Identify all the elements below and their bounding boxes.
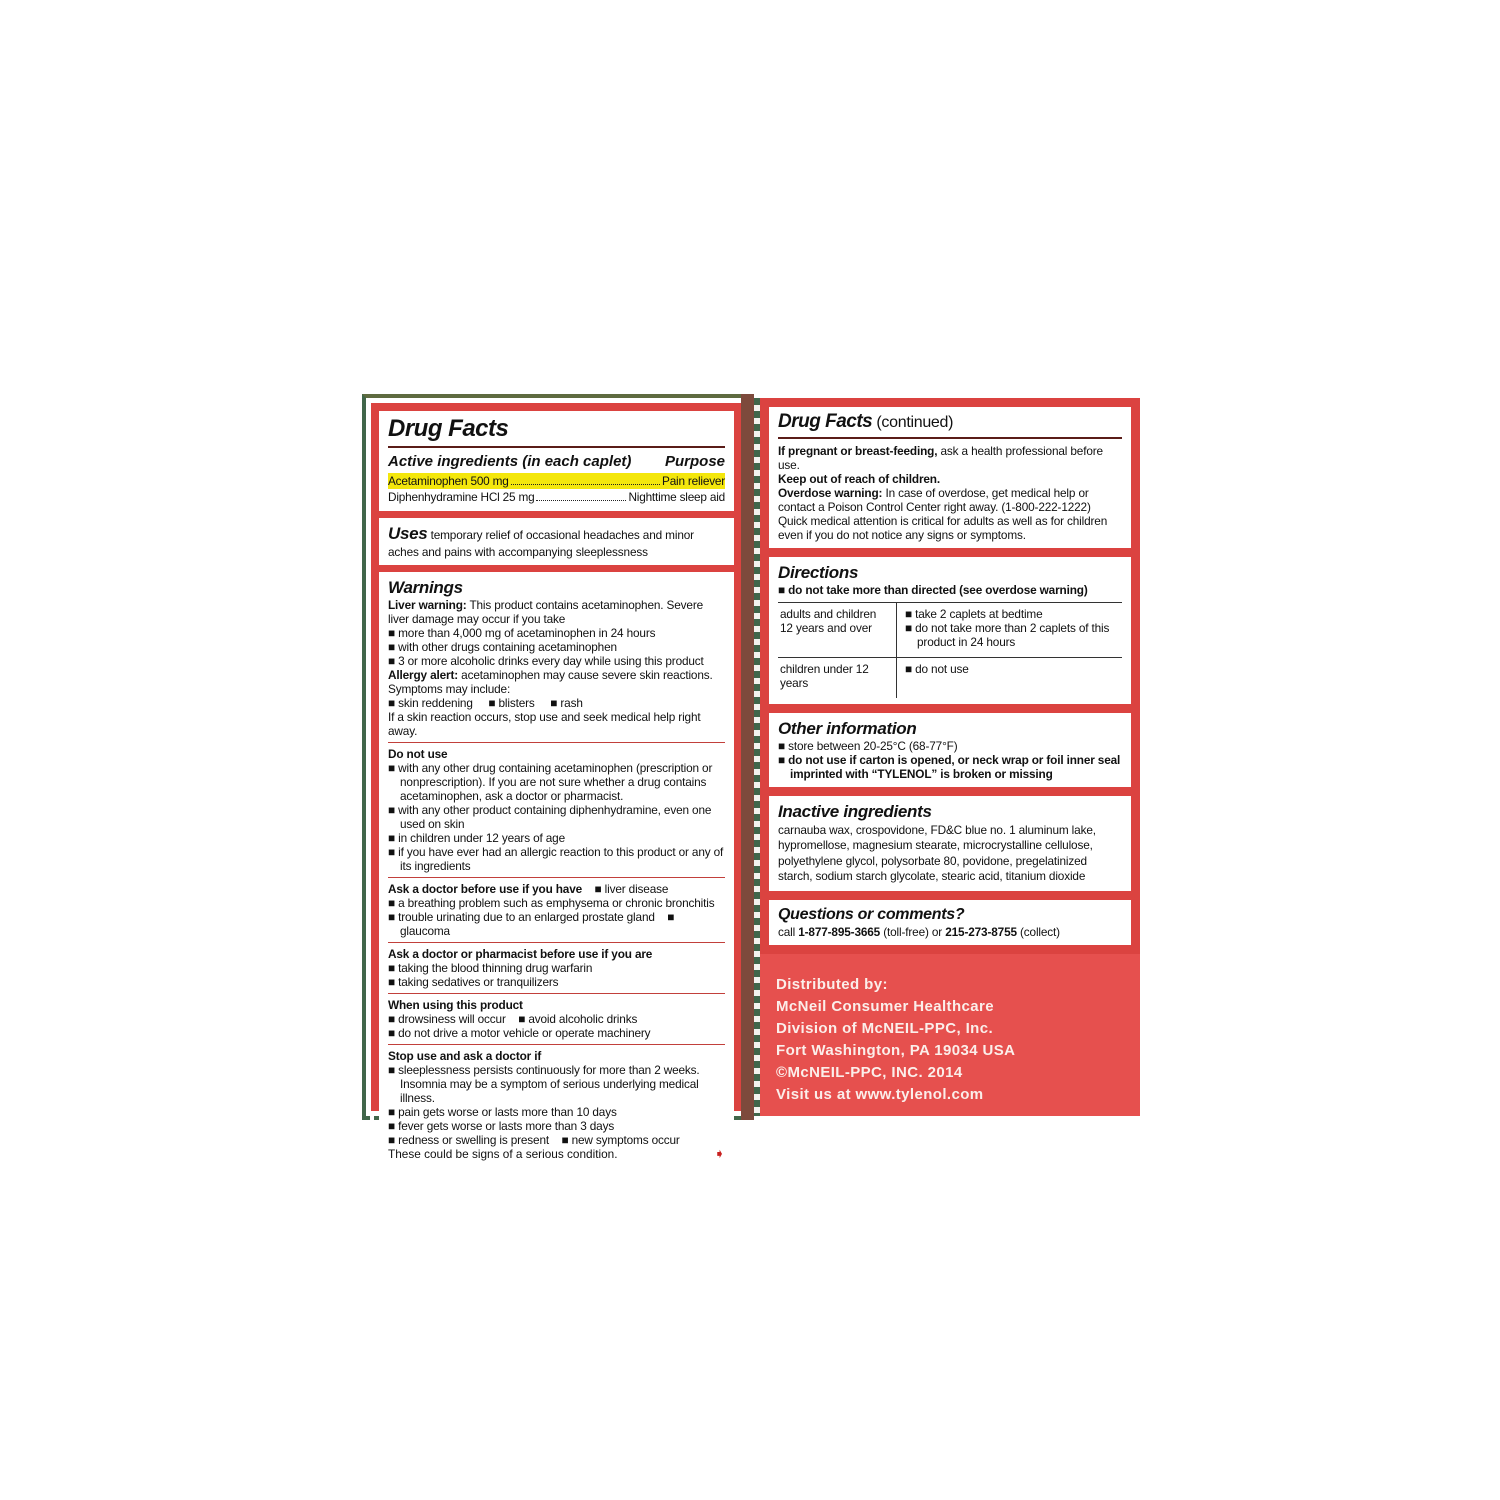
questions-section — [769, 900, 1131, 945]
overdose-warning-label: Overdose warning: — [778, 485, 883, 500]
allergy-alert-label: Allergy alert: — [388, 667, 459, 682]
directions-who-cell — [778, 603, 896, 657]
panel-fold-divider — [741, 394, 754, 1120]
directions-who: adults and children 12 years and over — [780, 607, 877, 636]
when-using-bullet: ■ do not drive a motor vehicle or operate machinery — [388, 1025, 651, 1040]
continued-label: (continued) — [872, 414, 954, 431]
ask-pharmacist-heading: Ask a doctor or pharmacist before use if you are — [388, 946, 653, 961]
website-line: Visit us at www.tylenol.com — [776, 1085, 984, 1103]
questions-call-line — [778, 925, 1122, 939]
liver-bullet: ■ more than 4,000 mg of acetaminophen in 24 hours — [388, 625, 656, 640]
ask-doctor-bullet: ■ trouble urinating due to an enlarged prostate gland ■ glaucoma — [388, 909, 675, 938]
active-ingredients-section — [379, 411, 734, 511]
call-mid-text: (toll-free) or — [880, 924, 946, 939]
overdose-warning-text: In case of overdose, get medical help or contact a Poison Control Center right away. (1-800-222-1222) Quick medical attention is critical for adults as well as for children even if you do not notice any signs or symptoms. — [778, 485, 1108, 542]
directions-note: ■ do not take more than directed (see overdose warning) — [778, 583, 1088, 598]
directions-row-adults — [778, 603, 1122, 657]
uses-heading: Uses — [388, 524, 428, 544]
ask-doctor-heading: Ask a doctor before use if you have — [388, 881, 583, 896]
section-divider — [388, 877, 725, 878]
do-not-use-bullet: ■ if you have ever had an allergic reaction to this product or any of its ingredients — [388, 844, 724, 873]
directions-what: ■ take 2 caplets at bedtime — [905, 607, 1043, 622]
do-not-use-bullet: ■ with any other product containing diphenhydramine, even one used on skin — [388, 802, 712, 831]
call-suffix: (collect) — [1016, 924, 1060, 939]
inactive-ingredients-text: carnauba wax, crospovidone, FD&C blue no. 1 aluminum lake, hypromellose, magnesium stearate, microcrystalline cellulose, polyethylene glycol, polysorbate 80, povidone, pregelatinized starch, sodium starch glycolate, stearic acid, titanium dioxide — [778, 822, 1096, 884]
drug-facts-panel-left — [362, 394, 742, 1162]
distributor-division: Division of McNEIL-PPC, Inc. — [776, 1019, 994, 1037]
ingredient-row-acetaminophen — [388, 473, 725, 489]
directions-heading: Directions — [778, 562, 859, 582]
pregnant-warning — [778, 444, 1122, 472]
uses-text: temporary relief of occasional headaches and minor aches and pains with accompanying sleeplessness — [388, 528, 694, 559]
ingredient-purpose: Nighttime sleep aid — [628, 490, 725, 505]
directions-who: children under 12 years — [780, 662, 869, 691]
inactive-ingredients-heading: Inactive ingredients — [778, 802, 932, 822]
ingredient-purpose: Pain reliever — [662, 474, 725, 489]
distributor-address: Fort Washington, PA 19034 USA — [776, 1041, 1016, 1059]
allergy-note: If a skin reaction occurs, stop use and seek medical help right away. — [388, 709, 701, 738]
left-panel-red-frame — [371, 403, 742, 1162]
dot-leader — [536, 500, 626, 501]
collect-number: 215-273-8755 — [945, 924, 1017, 939]
continue-arrow-icon: ➧ — [714, 1146, 725, 1162]
liver-warning-label: Liver warning: — [388, 597, 467, 612]
liver-bullet: ■ 3 or more alcoholic drinks every day while using this product — [388, 653, 704, 668]
directions-what: ■ do not use — [905, 662, 969, 677]
distributed-by-label: Distributed by: — [776, 975, 888, 993]
stop-use-bullet: ■ pain gets worse or lasts more than 10 days — [388, 1104, 617, 1119]
ingredient-row-diphenhydramine — [388, 489, 725, 505]
uses-paragraph — [388, 523, 725, 558]
active-ingredients-label: Active ingredients (in each caplet) — [388, 453, 632, 471]
call-prefix: call — [778, 924, 799, 939]
dot-leader — [511, 484, 660, 485]
drug-facts-title: Drug Facts — [778, 411, 873, 432]
do-not-use-bullet: ■ with any other drug containing acetaminophen (prescription or nonprescription). If you are not sure whether a drug contains acetaminophen, ask a doctor or pharmacist. — [388, 760, 713, 803]
directions-section — [769, 557, 1131, 704]
stop-use-bullet: ■ redness or swelling is present ■ new symptoms occur — [388, 1132, 680, 1147]
directions-who-cell — [778, 658, 896, 698]
active-ingredients-header — [388, 453, 725, 470]
distributor-name: McNeil Consumer Healthcare — [776, 997, 994, 1015]
liver-warning-text: This product contains acetaminophen. Severe liver damage may occur if you take — [388, 597, 704, 626]
stop-use-note-line — [388, 1147, 725, 1161]
ingredient-name: Acetaminophen 500 mg — [388, 474, 509, 489]
ask-doctor-heading-line — [388, 882, 725, 896]
section-divider — [388, 742, 725, 743]
questions-heading: Questions or comments? — [778, 905, 965, 923]
allergy-alert-text: acetaminophen may cause severe skin reactions. Symptoms may include: — [388, 667, 713, 696]
allergy-alert — [388, 668, 725, 696]
copyright-line: ©McNEIL-PPC, INC. 2014 — [776, 1063, 963, 1081]
stop-use-bullet: ■ sleeplessness persists continuously for more than 2 weeks. Insomnia may be a symptom of serious underlying medical illness. — [388, 1062, 700, 1105]
ask-pharmacist-bullet: ■ taking sedatives or tranquilizers — [388, 974, 559, 989]
directions-table — [778, 602, 1122, 698]
section-divider — [388, 1044, 725, 1045]
allergy-symptoms: ■ skin reddening ■ blisters ■ rash — [388, 695, 583, 710]
distributor-footer — [760, 954, 1140, 1116]
drug-facts-title: Drug Facts — [388, 415, 509, 442]
ask-pharmacist-bullet: ■ taking the blood thinning drug warfarin — [388, 960, 593, 975]
other-information-heading: Other information — [778, 719, 917, 739]
title-divider — [388, 446, 725, 448]
other-information-section — [769, 713, 1131, 787]
right-panel-boxes — [760, 398, 1140, 954]
uses-section — [379, 518, 734, 564]
do-not-use-bullet: ■ in children under 12 years of age — [388, 830, 565, 845]
section-divider — [388, 942, 725, 943]
stop-use-bullet: ■ fever gets worse or lasts more than 3 days — [388, 1118, 615, 1133]
warnings-section — [379, 572, 734, 1167]
ask-doctor-inline-bullet: ■ liver disease — [582, 881, 669, 896]
tamper-seal-bullet: ■ do not use if carton is opened, or neck wrap or foil inner seal imprinted with “TYLENOL” is broken or missing — [778, 753, 1121, 782]
pregnant-warning-label: If pregnant or breast-feeding, — [778, 443, 938, 458]
liver-bullet: ■ with other drugs containing acetaminophen — [388, 639, 617, 654]
when-using-bullet: ■ drowsiness will occur ■ avoid alcoholic drinks — [388, 1011, 638, 1026]
section-divider — [388, 993, 725, 994]
directions-what: ■ do not take more than 2 caplets of this product in 24 hours — [905, 621, 1110, 650]
drug-facts-continued-section — [769, 407, 1131, 548]
drug-facts-continued-title-line — [778, 412, 1122, 433]
directions-what-cell — [896, 658, 1122, 698]
liver-warning — [388, 598, 725, 626]
when-using-heading: When using this product — [388, 997, 523, 1012]
directions-what-cell — [896, 603, 1122, 657]
purpose-label: Purpose — [664, 453, 725, 471]
title-divider — [778, 437, 1122, 439]
overdose-warning — [778, 486, 1122, 542]
do-not-use-heading: Do not use — [388, 746, 448, 761]
directions-row-children — [778, 657, 1122, 698]
drug-facts-panel-right — [760, 398, 1140, 1116]
toll-free-number: 1-877-895-3665 — [798, 924, 881, 939]
stop-use-heading: Stop use and ask a doctor if — [388, 1048, 542, 1063]
ingredient-name: Diphenhydramine HCl 25 mg — [388, 490, 535, 505]
inactive-ingredients-section — [769, 796, 1131, 890]
ask-doctor-bullet: ■ a breathing problem such as emphysema or chronic bronchitis — [388, 895, 715, 910]
pregnant-warning-text: ask a health professional before use. — [778, 443, 1103, 472]
stop-use-note: These could be signs of a serious condition. — [388, 1146, 618, 1161]
storage-bullet: ■ store between 20-25°C (68-77°F) — [778, 739, 958, 754]
keep-out-warning: Keep out of reach of children. — [778, 471, 940, 486]
warnings-heading: Warnings — [388, 577, 463, 597]
